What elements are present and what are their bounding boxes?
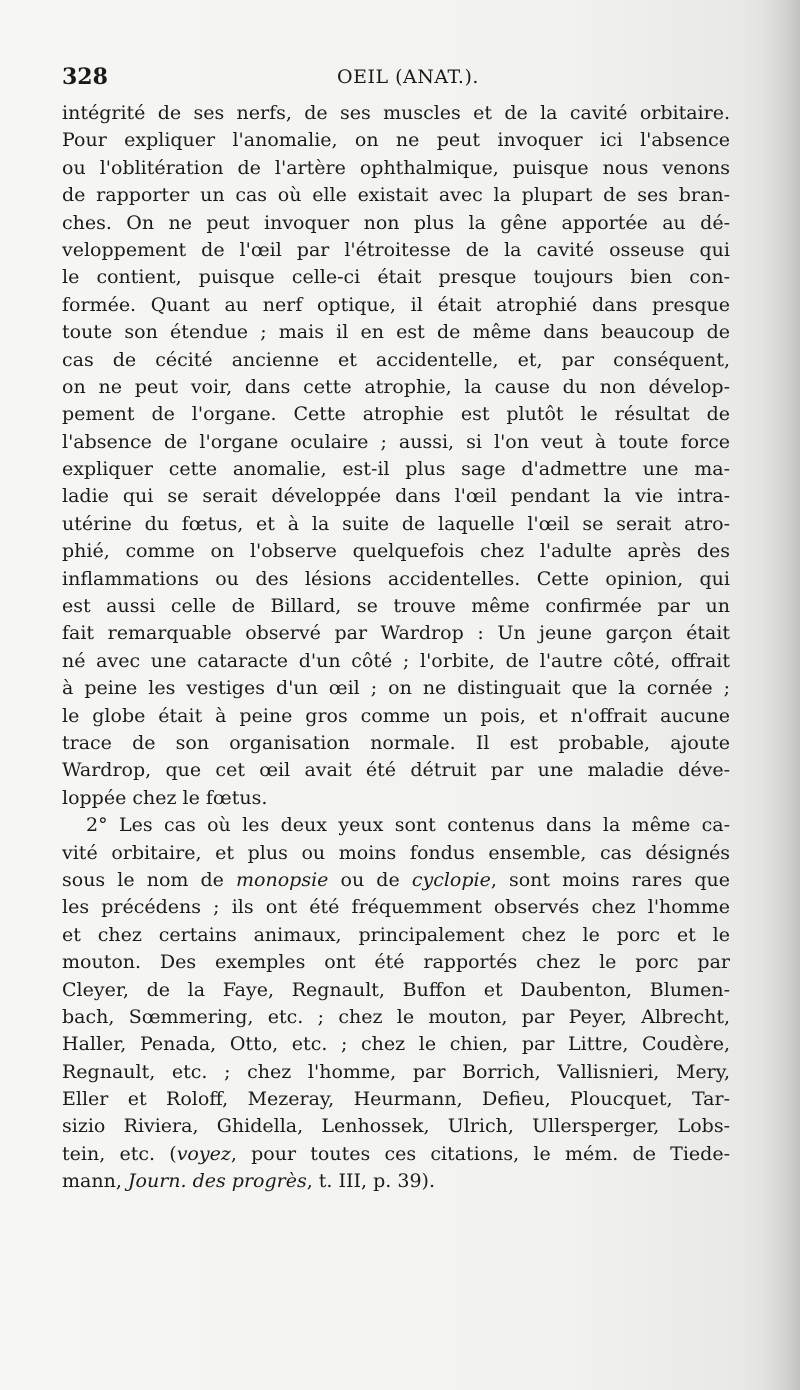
text-segment: , sont moins rares que [490, 868, 730, 891]
text-line: Eller et Roloff, Mezeray, Heurmann, Defieu, Ploucquet, Tar- [62, 1088, 730, 1111]
text-line: est aussi celle de Billard, se trouve même confirmée par un [62, 595, 730, 618]
text-segment: ou de [328, 868, 412, 891]
text-line: inflammations ou des lésions accidentelles. Cette opinion, qui [62, 567, 730, 590]
text-line: le globe était à peine gros comme un pois, et n'offrait aucune [62, 704, 730, 727]
text-line: l'absence de l'organe oculaire ; aussi, si l'on veut à toute force [62, 430, 730, 453]
text-line: Regnault, etc. ; chez l'homme, par Borrich, Vallisnieri, Mery, [62, 1060, 730, 1083]
text-line: sizio Riviera, Ghidella, Lenhossek, Ulrich, Ullersperger, Lobs- [62, 1115, 730, 1138]
page-number: 328 [62, 64, 108, 90]
text-line: à peine les vestiges d'un œil ; on ne distinguait que la cornée ; [62, 677, 730, 700]
text-line-paragraph-end: loppée chez le fœtus. [62, 786, 268, 809]
text-line: expliquer cette anomalie, est-il plus sage d'admettre une ma- [62, 458, 730, 481]
text-segment: tein, etc. ( [62, 1142, 177, 1165]
text-segment: , pour toutes ces citations, le mém. de Tiede- [230, 1142, 730, 1165]
text-line: et chez certains animaux, principalement chez le porc et le [62, 923, 730, 946]
italic-term-monopsie: monopsie [236, 868, 329, 891]
text-line: ladie qui se serait développée dans l'œil pendant la vie intra- [62, 485, 730, 508]
page-header [62, 64, 730, 100]
text-line: les précédens ; ils ont été fréquemment observés chez l'homme [62, 896, 730, 919]
text-line: on ne peut voir, dans cette atrophie, la cause du non dévelop- [62, 375, 730, 398]
text-line: veloppement de l'œil par l'étroitesse de la cavité osseuse qui [62, 238, 730, 261]
italic-term-voyez: voyez [176, 1142, 231, 1165]
text-line: vité orbitaire, et plus ou moins fondus ensemble, cas désignés [62, 841, 730, 864]
text-line: le contient, puisque celle-ci était presque toujours bien con- [62, 266, 730, 289]
text-line-with-italics [62, 1168, 730, 1195]
text-line: pement de l'organe. Cette atrophie est plutôt le résultat de [62, 403, 730, 426]
text-line: mouton. Des exemples ont été rapportés chez le porc par [62, 951, 730, 974]
text-line: Haller, Penada, Otto, etc. ; chez le chien, par Littre, Coudère, [62, 1033, 730, 1056]
text-line: de rapporter un cas où elle existait avec la plupart de ses bran- [62, 184, 730, 207]
body-text [62, 100, 730, 1196]
text-line: né avec une cataracte d'un côté ; l'orbite, de l'autre côté, offrait [62, 649, 730, 672]
text-line-paragraph-start: 2° Les cas où les deux yeux sont contenus dans la même ca- [86, 814, 730, 837]
text-line: phié, comme on l'observe quelquefois chez l'adulte après des [62, 540, 730, 563]
text-line: bach, Sœmmering, etc. ; chez le mouton, par Peyer, Albrecht, [62, 1005, 730, 1028]
text-line: utérine du fœtus, et à la suite de laquelle l'œil se serait atro- [62, 512, 730, 535]
text-line-with-italics [62, 867, 730, 894]
text-line: formée. Quant au nerf optique, il était atrophié dans presque [62, 293, 730, 316]
text-line: intégrité de ses nerfs, de ses muscles et de la cavité orbitaire. [62, 102, 730, 124]
italic-term-cyclopie: cyclopie [411, 868, 491, 891]
text-line: trace de son organisation normale. Il est probable, ajoute [62, 731, 730, 754]
page-edge-shadow [762, 0, 800, 1390]
text-segment: mann, [62, 1170, 128, 1193]
text-line: Wardrop, que cet œil avait été détruit par une maladie déve- [62, 759, 730, 782]
text-line: Cleyer, de la Faye, Regnault, Buffon et Daubenton, Blumen- [62, 978, 730, 1001]
text-line: Pour expliquer l'anomalie, on ne peut invoquer ici l'absence [62, 129, 730, 152]
text-line: cas de cécité ancienne et accidentelle, et, par conséquent, [62, 348, 730, 371]
italic-citation-journal: Journ. des progrès [127, 1170, 307, 1193]
text-segment: sous le nom de [62, 868, 237, 891]
text-line-with-italics [62, 1141, 730, 1168]
text-segment: , t. III, p. 39). [306, 1170, 435, 1193]
text-line: toute son étendue ; mais il en est de même dans beaucoup de [62, 321, 730, 344]
text-line: ches. On ne peut invoquer non plus la gêne apportée au dé- [62, 211, 730, 234]
text-line: ou l'oblitération de l'artère ophthalmique, puisque nous venons [62, 156, 730, 179]
text-line: fait remarquable observé par Wardrop : Un jeune garçon était [62, 622, 730, 645]
running-head: OEIL (ANAT.). [337, 66, 479, 88]
